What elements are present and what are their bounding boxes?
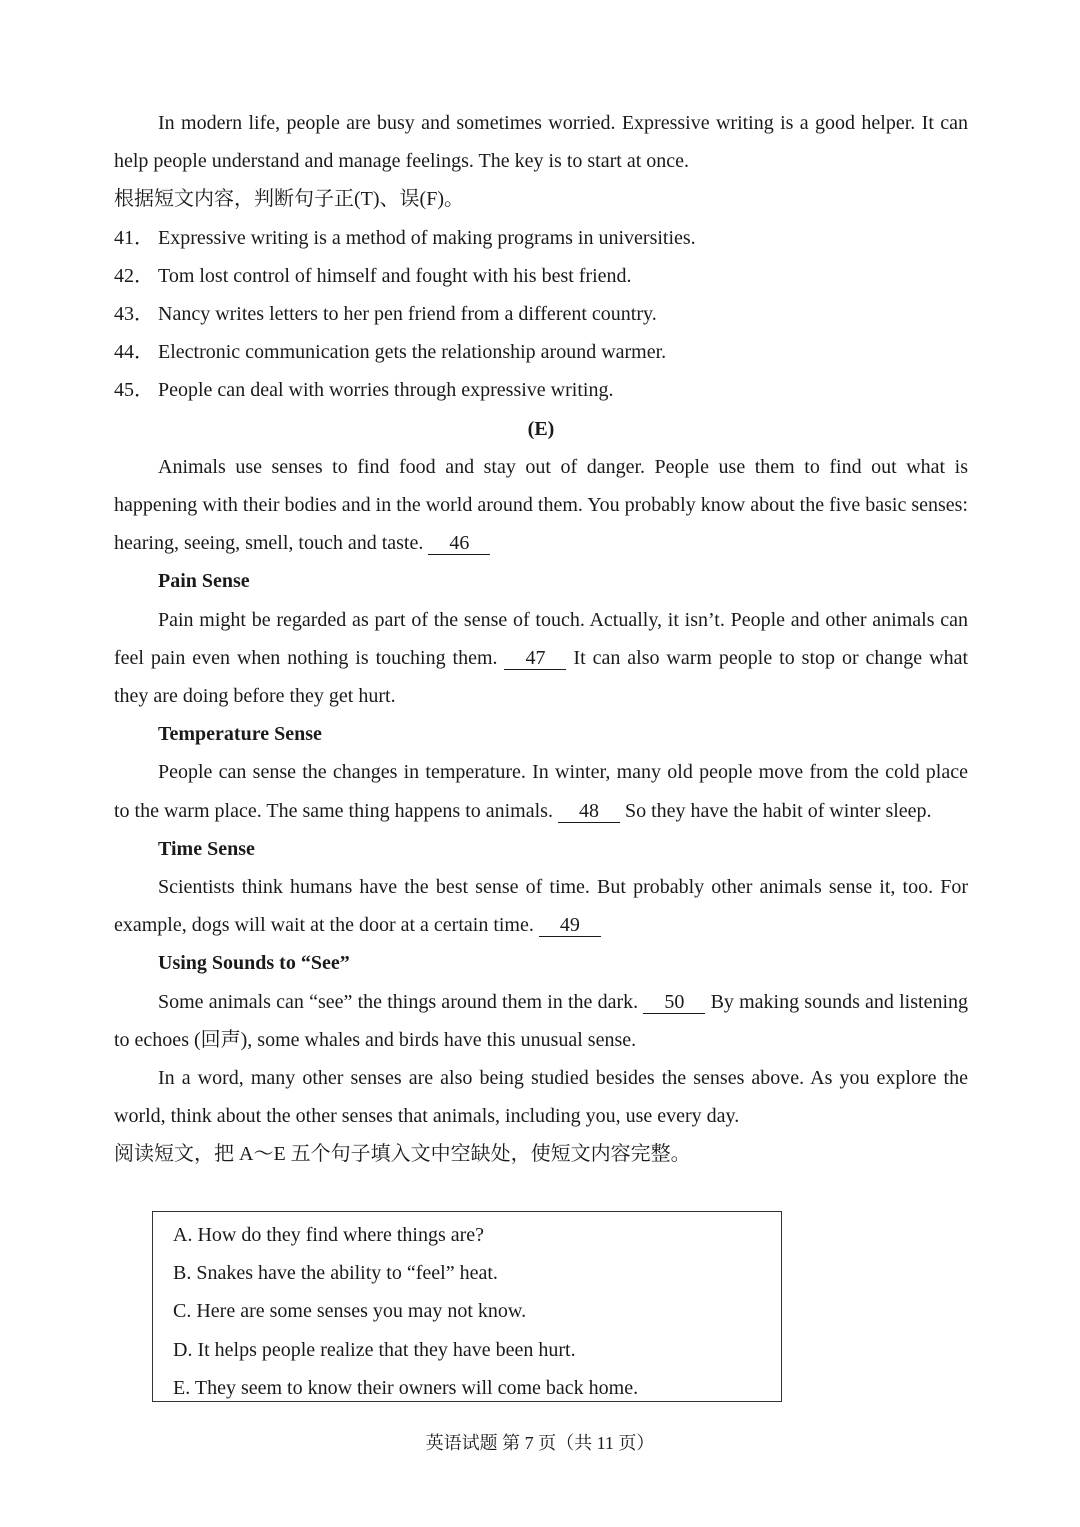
page-footer: 英语试题 第 7 页（共 11 页）: [425, 1433, 655, 1453]
option-d: D. It helps people realize that they have been hurt.: [173, 1338, 576, 1361]
heading-temperature-sense: Temperature Sense: [158, 723, 322, 746]
question-number: 41．: [114, 226, 154, 249]
page-content: [114, 104, 968, 1174]
blank-48: 48: [558, 800, 620, 823]
question-number: 44．: [114, 341, 154, 364]
paragraph-text: Pain might be regarded as part of the sense of touch. Actually, it isn’t. People and other animals can feel pain even when nothing is touching them.: [114, 608, 968, 669]
question-number: 45．: [114, 379, 154, 402]
question-text: Electronic communication gets the relationship around warmer.: [158, 341, 667, 364]
heading-using-sounds: Using Sounds to “See”: [158, 952, 350, 975]
intro-paragraph: In modern life, people are busy and sometimes worried. Expressive writing is a good helper. It can help people understand and manage feelings. The key is to start at once.: [114, 112, 968, 173]
question-text: Nancy writes letters to her pen friend from a different country.: [158, 303, 657, 326]
question-43: [114, 295, 968, 333]
question-42: [114, 257, 968, 295]
blank-50: 50: [643, 991, 705, 1014]
question-text: Expressive writing is a method of making programs in universities.: [158, 226, 696, 249]
question-41: [114, 219, 968, 257]
paragraph-text: It can also warm people to stop or change what they are doing before they get hurt.: [114, 646, 969, 708]
question-number: 42．: [114, 264, 154, 287]
option-e: E. They seem to know their owners will come back home.: [173, 1376, 639, 1399]
paragraph-temperature: [114, 753, 968, 829]
heading-pain-sense: Pain Sense: [158, 570, 250, 593]
option-b: B. Snakes have the ability to “feel” heat.: [173, 1262, 498, 1285]
paragraph-sounds: [114, 983, 968, 1059]
blank-49: 49: [539, 914, 601, 937]
blank-46: 46: [428, 532, 490, 555]
paragraph-text: Scientists think humans have the best sense of time. But probably other animals sense it, too. For example, dogs will wait at the door at a certain time.: [114, 876, 968, 937]
paragraph-e1: [114, 448, 968, 563]
blank-47: 47: [504, 647, 566, 670]
paragraph-text: People can sense the changes in temperature. In winter, many old people move from the cold place to the warm place. The same thing happens to animals.: [114, 761, 968, 822]
fill-instruction: 阅读短文，把 A～E 五个句子填入文中空缺处，使短文内容完整。: [114, 1143, 691, 1166]
paragraph-time: [114, 868, 968, 944]
question-text: People can deal with worries through expressive writing.: [158, 379, 614, 402]
question-44: [114, 333, 968, 371]
question-45: [114, 371, 968, 409]
paragraph-text: Some animals can “see” the things around them in the dark.: [158, 990, 639, 1013]
paragraph-text: So they have the habit of winter sleep.: [624, 799, 932, 822]
paragraph-pain: [114, 601, 968, 716]
heading-time-sense: Time Sense: [158, 837, 255, 860]
paragraph-text: By making sounds and listening to echoes (回声), some whales and birds have this unusual sense.: [114, 990, 969, 1051]
paragraph-conclusion: In a word, many other senses are also being studied besides the senses above. As you explore the world, think about the other senses that animals, including you, use every day.: [114, 1067, 968, 1128]
question-number: 43．: [114, 303, 154, 326]
section-title: (E): [527, 417, 555, 440]
options-box: [152, 1211, 782, 1402]
paragraph-text: Animals use senses to find food and stay out of danger. People use them to find out what is happening with their bodies and in the world around them. You probably know about the five basic senses: hearing, seeing, smell, touch and taste.: [114, 455, 968, 555]
option-a: A. How do they find where things are?: [173, 1224, 485, 1246]
question-text: Tom lost control of himself and fought with his best friend.: [158, 264, 632, 287]
option-c: C. Here are some senses you may not know.: [173, 1300, 527, 1323]
tf-instruction: 根据短文内容，判断句子正(T)、误(F)。: [114, 188, 464, 211]
